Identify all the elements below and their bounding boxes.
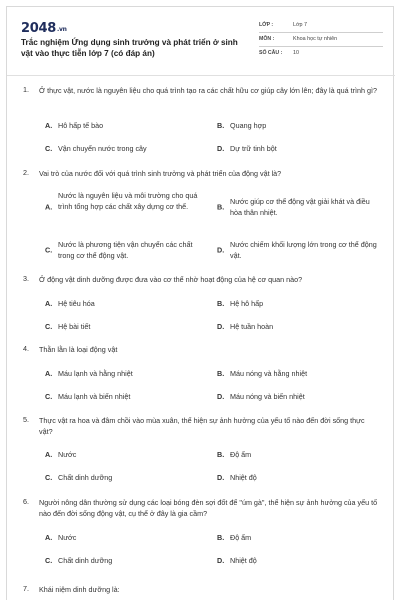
option-d[interactable]: D. Nước chiếm khối lượng lớn trong cơ thể động vật.: [217, 240, 377, 260]
worksheet-title: Trắc nghiệm Ứng dụng sinh trưởng và phát triển ở sinh vật vào thực tiễn lớp 7 (có đáp án): [21, 38, 238, 58]
question-number: 1.: [23, 85, 29, 94]
meta-value: Khoa học tự nhiên: [293, 36, 338, 42]
question-text: Thằn lằn là loại động vật: [39, 345, 118, 354]
option-b[interactable]: B. Nước giúp cơ thể động vật giải khát và điều hòa thân nhiệt.: [217, 197, 370, 217]
question-text: Ở thực vật, nước là nguyên liệu cho quá trình tạo ra các chất hữu cơ giúp cây lớn lên; đây là quá trình gì?: [39, 86, 377, 95]
worksheet-meta: [259, 19, 383, 61]
site-logo[interactable]: 2048.vn: [21, 21, 67, 36]
meta-label: SỐ CÂU :: [259, 50, 283, 56]
worksheet: 2048.vn Trắc nghiệm Ứng dụng sinh trưởng và phát triển ở sinh vật vào thực tiễn lớp 7 (có đáp án) LỚP : Lớp 7 MÔN : Khoa học tự nhiên SỐ CÂU : 10 1. Ở thực vật, nước là nguyên liệu cho quá trình tạo ra các chất hữu cơ giúp cây lớn lên; đây là quá trình gì? A. Hô hấp tế bào B. Quang hợp C. Vận chuyển nước trong cây D. Dự trữ tinh bột 2. Vai trò của nước đối với quá trình sinh trưởng và phát triển của động vật là? A. Nước là nguyên liệu và môi trường cho quá trình tổng hợp các chất xây dựng cơ thể. B. Nước giúp cơ thể động vật giải khát và điều hòa thân nhiệt. C. Nước là phương tiện vận chuyển các chất trong cơ thể động vật. D. Nước chiếm khối lượng lớn trong cơ thể động vật. 3. Ở động vật dinh dưỡng được đưa vào cơ thể nhờ hoạt động của hệ cơ quan nào? A. Hệ tiêu hóa B. Hệ hô hấp C. Hệ bài tiết D. Hệ tuần hoàn 4. Thằn lằn là loại động vật A. Máu lạnh và hằng nhiệt B. Máu nóng và hằng nhiệt C. Máu lạnh và biến nhiệt D. Máu nóng và biến nhiệt 5. Thực vật ra hoa và đâm chồi vào mùa xuân, thể hiện sự ảnh hưởng của yếu tố nào đến đời sống thực vật? A. Nước B. Độ ẩm C. Chất dinh dưỡng D. Nhiệt độ 6. Người nông dân thường sử dụng các loại bóng đèn sợi đốt để "úm gà", thể hiện sự ảnh hưởng của yếu tố nào đến đời sống động vật, cụ thể ở đây là gia cầm? A. Nước B. Độ ẩm C. Chất dinh dưỡng D. Nhiệt độ 7. Khái niệm dinh dưỡng là:: [6, 6, 394, 600]
question-text: Thực vật ra hoa và đâm chồi vào mùa xuân, thể hiện sự ảnh hưởng của yếu tố nào đến đời sống thực vật?: [39, 416, 365, 436]
meta-value: Lớp 7: [293, 22, 308, 28]
option-c[interactable]: C. Nước là phương tiện vận chuyển các chất trong cơ thể động vật.: [45, 240, 193, 260]
question-text: Khái niệm dinh dưỡng là:: [39, 585, 120, 594]
question-number: 6.: [23, 497, 29, 506]
option-a[interactable]: A. Nước là nguyên liệu và môi trường cho quá trình tổng hợp các chất xây dựng cơ thể.: [45, 191, 198, 211]
question-number: 3.: [23, 274, 29, 283]
question-number: 5.: [23, 415, 29, 424]
worksheet-header: [7, 7, 395, 63]
meta-label: LỚP :: [259, 22, 274, 28]
meta-row-class: [259, 19, 383, 33]
meta-row-subject: [259, 33, 383, 47]
question-text: Người nông dân thường sử dụng các loại bóng đèn sợi đốt để "úm gà", thể hiện sự ảnh hưởng của yếu tố nào đến đời sống động vật, cụ thể ở đây là gia cầm?: [39, 498, 378, 518]
question-text: Vai trò của nước đối với quá trình sinh trưởng và phát triển của động vật là?: [39, 169, 282, 178]
meta-label: MÔN :: [259, 36, 275, 42]
question-text: Ở động vật dinh dưỡng được đưa vào cơ thể nhờ hoạt động của hệ cơ quan nào?: [39, 275, 303, 284]
question-number: 4.: [23, 344, 29, 353]
question-number: 2.: [23, 168, 29, 177]
meta-row-count: [259, 47, 383, 61]
question-number: 7.: [23, 584, 29, 593]
header-divider: [7, 75, 395, 76]
meta-value: 10: [293, 50, 299, 56]
